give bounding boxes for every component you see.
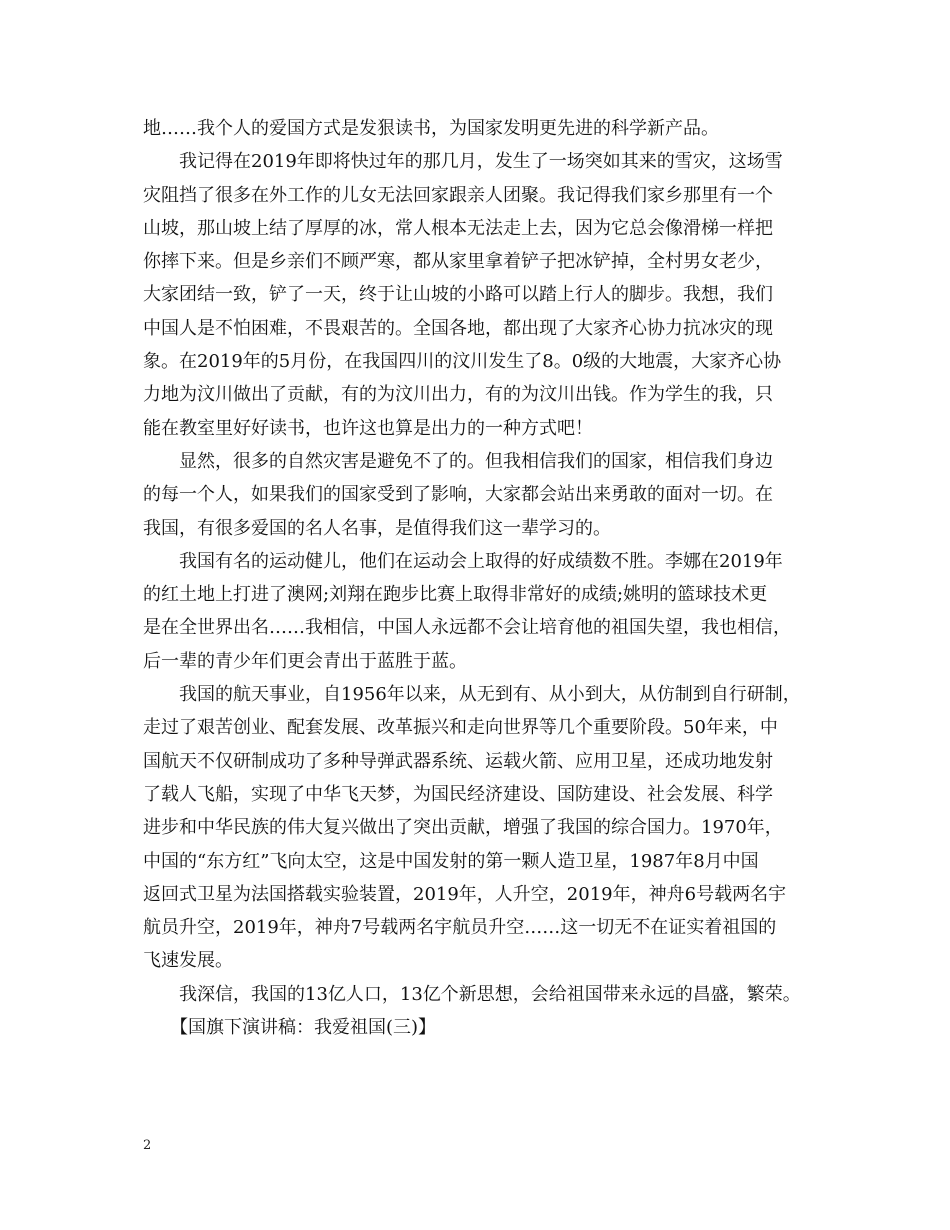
text-line: 航员升空，2019年，神舟7号载两名宇航员升空……这一切无不在证实着祖国的 xyxy=(143,917,777,939)
text-line: 飞速发展。 xyxy=(143,950,233,972)
page-number: 2 xyxy=(143,1138,152,1153)
text-line: 我国的航天事业，自1956年以来，从无到有、从小到大，从仿制到自行研制， xyxy=(143,684,801,706)
body-text xyxy=(143,112,819,1044)
text-line: 国航天不仅研制成功了多种导弹武器系统、运载火箭、应用卫星，还成功地发射 xyxy=(143,750,773,772)
text-line: 中国的“东方红”飞向太空，这是中国发射的第一颗人造卫星，1987年8月中国 xyxy=(143,850,759,872)
text-line: 地……我个人的爱国方式是发狠读书，为国家发明更先进的科学新产品。 xyxy=(143,118,719,139)
text-line: 大家团结一致，铲了一天，终于让山坡的小路可以踏上行人的脚步。我想，我们 xyxy=(143,284,773,306)
text-line: 的红土地上打进了澳网;刘翔在跑步比赛上取得非常好的成绩;姚明的篮球技术更 xyxy=(143,584,768,606)
text-line: 能在教室里好好读书，也许这也算是出力的一种方式吧！ xyxy=(143,417,593,439)
text-line: 我国有名的运动健儿，他们在运动会上取得的好成绩数不胜。李娜在2019年 xyxy=(143,550,783,572)
text-line: 了载人飞船，实现了中华飞天梦，为国民经济建设、国防建设、社会发展、科学 xyxy=(143,783,773,805)
text-line: 中国人是不怕困难，不畏艰苦的。全国各地，都出现了大家齐心协力抗冰灾的现 xyxy=(143,317,773,339)
text-line: 象。在2019年的5月份，在我国四川的汶川发生了8。0级的大地震，大家齐心协 xyxy=(143,351,782,373)
text-line: 灾阻挡了很多在外工作的儿女无法回家跟亲人团聚。我记得我们家乡那里有一个 xyxy=(143,184,773,206)
text-line: 山坡，那山坡上结了厚厚的冰，常人根本无法走上去，因为它总会像滑梯一样把 xyxy=(143,217,773,239)
text-line: 显然，很多的自然灾害是避免不了的。但我相信我们的国家，相信我们身边 xyxy=(143,450,773,472)
text-line: 是在全世界出名……我相信，中国人永远都不会让培育他的祖国失望，我也相信， xyxy=(143,617,791,639)
text-line: 的每一个人，如果我们的国家受到了影响，大家都会站出来勇敢的面对一切。在 xyxy=(143,484,773,506)
text-line: 我深信，我国的13亿人口，13亿个新思想，会给祖国带来永远的昌盛，繁荣。 xyxy=(143,983,801,1005)
text-line: 力地为汶川做出了贡献，有的为汶川出力，有的为汶川出钱。作为学生的我，只 xyxy=(143,384,773,406)
text-line: 我记得在2019年即将快过年的那几月，发生了一场突如其来的雪灾，这场雪 xyxy=(143,151,783,173)
text-line: 后一辈的青少年们更会青出于蓝胜于蓝。 xyxy=(143,650,467,672)
text-line: 走过了艰苦创业、配套发展、改革振兴和走向世界等几个重要阶段。50年来，中 xyxy=(143,717,778,739)
text-line: 返回式卫星为法国搭载实验装置，2019年，人升空，2019年，神舟6号载两名宇 xyxy=(143,883,787,905)
section-heading: 【国旗下演讲稿：我爱祖国(三)】 xyxy=(143,1017,437,1039)
text-line: 你摔下来。但是乡亲们不顾严寒，都从家里拿着铲子把冰铲掉，全村男女老少， xyxy=(143,251,773,273)
text-line: 进步和中华民族的伟大复兴做出了突出贡献，增强了我国的综合国力。1970年， xyxy=(143,817,783,839)
text-line: 我国，有很多爱国的名人名事，是值得我们这一辈学习的。 xyxy=(143,517,611,539)
